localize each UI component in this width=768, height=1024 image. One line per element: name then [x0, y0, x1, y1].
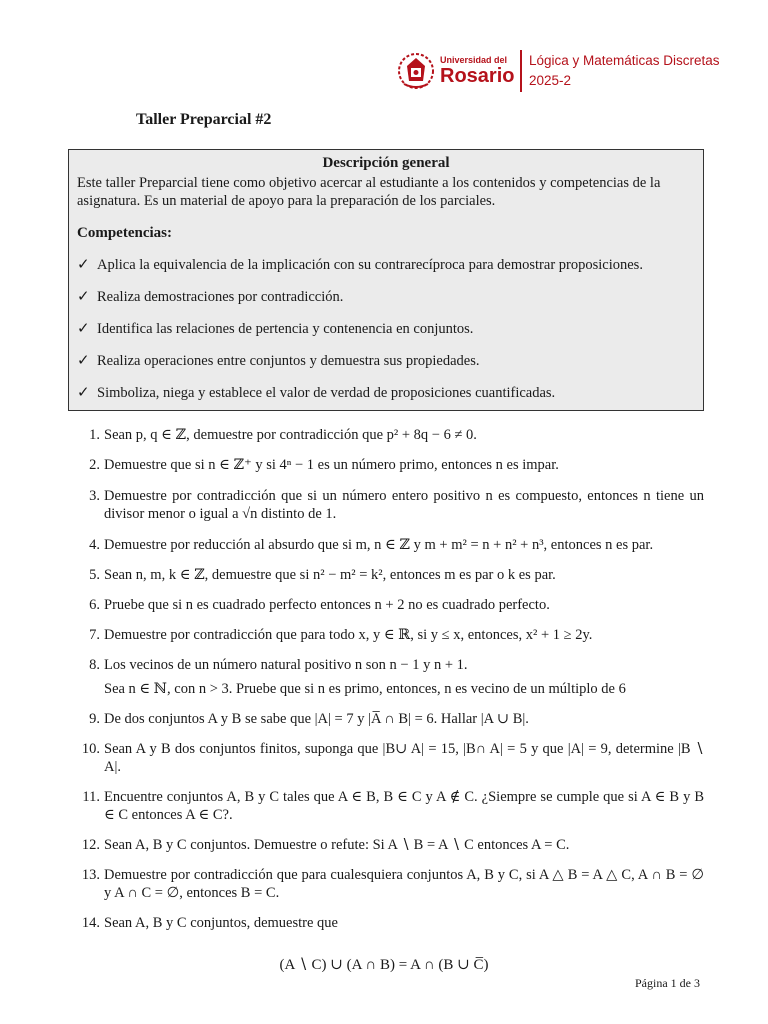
checkmark-icon: ✓	[77, 351, 90, 369]
problem-text: Sean n, m, k ∈ ℤ, demuestre que si n² − m² = k², entonces m es par o k es par.	[104, 567, 556, 583]
header	[396, 48, 720, 94]
problem-number: 13.	[81, 867, 100, 883]
problem-number: 7.	[89, 627, 100, 643]
problem-item	[68, 487, 704, 523]
competencia-text: Realiza operaciones entre conjuntos y demuestra sus propiedades.	[97, 353, 480, 369]
problem-text: Demuestre por contradicción que si un número entero positivo n es compuesto, entonces n tiene un divisor menor o igual a √n distinto de 1.	[104, 488, 704, 522]
problem-text: De dos conjuntos A y B se sabe que |A| = 7 y |A̅ ∩ B| = 6. Hallar |A ∪ B|.	[104, 711, 529, 727]
checkmark-icon: ✓	[77, 287, 90, 305]
problem-number: 4.	[89, 537, 100, 553]
problem-number: 14.	[81, 915, 100, 931]
problem-number: 9.	[89, 711, 100, 727]
competencia-item	[77, 349, 695, 372]
course-term: 2025-2	[528, 73, 572, 88]
course-info	[529, 51, 720, 91]
competencia-item	[77, 285, 695, 308]
competencia-item	[77, 381, 695, 404]
problem-text: Los vecinos de un número natural positivo n son n − 1 y n + 1.	[104, 657, 468, 673]
competencia-text: Realiza demostraciones por contradicción.	[97, 289, 344, 305]
header-divider	[520, 50, 522, 92]
problem-text: Demuestre por reducción al absurdo que si m, n ∈ ℤ y m + m² = n + n² + n³, entonces n es par.	[104, 537, 654, 553]
general-description-title: Descripción general	[322, 155, 450, 171]
general-description-box	[68, 149, 704, 411]
problem-item	[68, 456, 704, 474]
problem-item	[68, 596, 704, 614]
problem-text: Encuentre conjuntos A, B y C tales que A ∈ B, B ∈ C y A ∉ C. ¿Siempre se cumple que si A ∈ B y B ∈ C entonces A ∈ C?.	[104, 789, 704, 823]
problem-item	[68, 536, 704, 554]
problem-number: 1.	[89, 427, 100, 443]
general-description-text: Este taller Preparcial tiene como objetivo acercar al estudiante a los contenidos y competencias de la asignatura. Es un material de apoyo para la preparación de los parciales.	[77, 175, 661, 209]
problem-item	[68, 710, 704, 728]
problem-item	[68, 866, 704, 902]
problem-text: Demuestre por contradicción que para cualesquiera conjuntos A, B y C, si A △ B = A △ C, A ∩ B = ∅ y A ∩ C = ∅, entonces B = C.	[104, 867, 704, 901]
problem-number: 3.	[89, 488, 100, 504]
competencias-title: Competencias:	[77, 225, 172, 241]
problem-item	[68, 914, 704, 932]
university-seal-icon	[396, 51, 436, 91]
competencia-text: Identifica las relaciones de pertencia y contenencia en conjuntos.	[97, 321, 474, 337]
problem-text: Sean A y B dos conjuntos finitos, suponga que |B∪ A| = 15, |B∩ A| = 5 y que |A| = 9, determine |B ∖ A|.	[104, 741, 704, 775]
problem-text: Pruebe que si n es cuadrado perfecto entonces n + 2 no es cuadrado perfecto.	[104, 597, 550, 613]
logo-line1: Universidad del	[440, 55, 508, 65]
competencia-item	[77, 317, 695, 340]
problem-number: 11.	[82, 789, 100, 805]
problem-item	[68, 656, 704, 698]
problem-list	[68, 426, 704, 932]
problem-text: Sean p, q ∈ ℤ, demuestre por contradicción que p² + 8q − 6 ≠ 0.	[104, 427, 477, 443]
problem-item	[68, 836, 704, 854]
problem-number: 5.	[89, 567, 100, 583]
university-logo	[396, 48, 514, 94]
page-number: Página 1 de 3	[635, 976, 700, 990]
problem-item	[68, 626, 704, 644]
competencia-text: Aplica la equivalencia de la implicación con su contrarecíproca para demostrar proposiciones.	[97, 257, 643, 273]
problem-number: 8.	[89, 657, 100, 673]
logo-line2: Rosario	[440, 65, 515, 87]
problem-text: Demuestre por contradicción que para todo x, y ∈ ℝ, si y ≤ x, entonces, x² + 1 ≥ 2y.	[104, 627, 593, 643]
checkmark-icon: ✓	[77, 383, 90, 401]
problem-text: Sean A, B y C conjuntos. Demuestre o refute: Si A ∖ B = A ∖ C entonces A = C.	[104, 837, 570, 853]
course-name: Lógica y Matemáticas Discretas	[528, 53, 720, 68]
problem-number: 10.	[81, 741, 100, 757]
competencia-text: Simboliza, niega y establece el valor de verdad de proposiciones cuantificadas.	[97, 385, 556, 401]
display-equation: (A ∖ C) ∪ (A ∩ B) = A ∩ (B ∪ C̅)	[279, 957, 489, 973]
problem-item	[68, 426, 704, 444]
checkmark-icon: ✓	[77, 255, 90, 273]
competencia-item	[77, 253, 695, 276]
problem-text: Demuestre que si n ∈ ℤ⁺ y si 4ⁿ − 1 es un número primo, entonces n es impar.	[104, 457, 559, 473]
problem-number: 12.	[81, 837, 100, 853]
problem-number: 6.	[89, 597, 100, 613]
problem-text: Sean A, B y C conjuntos, demuestre que	[104, 915, 338, 931]
problem-item	[68, 740, 704, 776]
checkmark-icon: ✓	[77, 319, 90, 337]
problem-item	[68, 566, 704, 584]
document-title: Taller Preparcial #2	[136, 111, 272, 128]
problem-item	[68, 788, 704, 824]
problem-number: 2.	[89, 457, 100, 473]
problem-text-continued: Sea n ∈ ℕ, con n > 3. Pruebe que si n es primo, entonces, n es vecino de un múltiplo de 6	[104, 681, 626, 697]
